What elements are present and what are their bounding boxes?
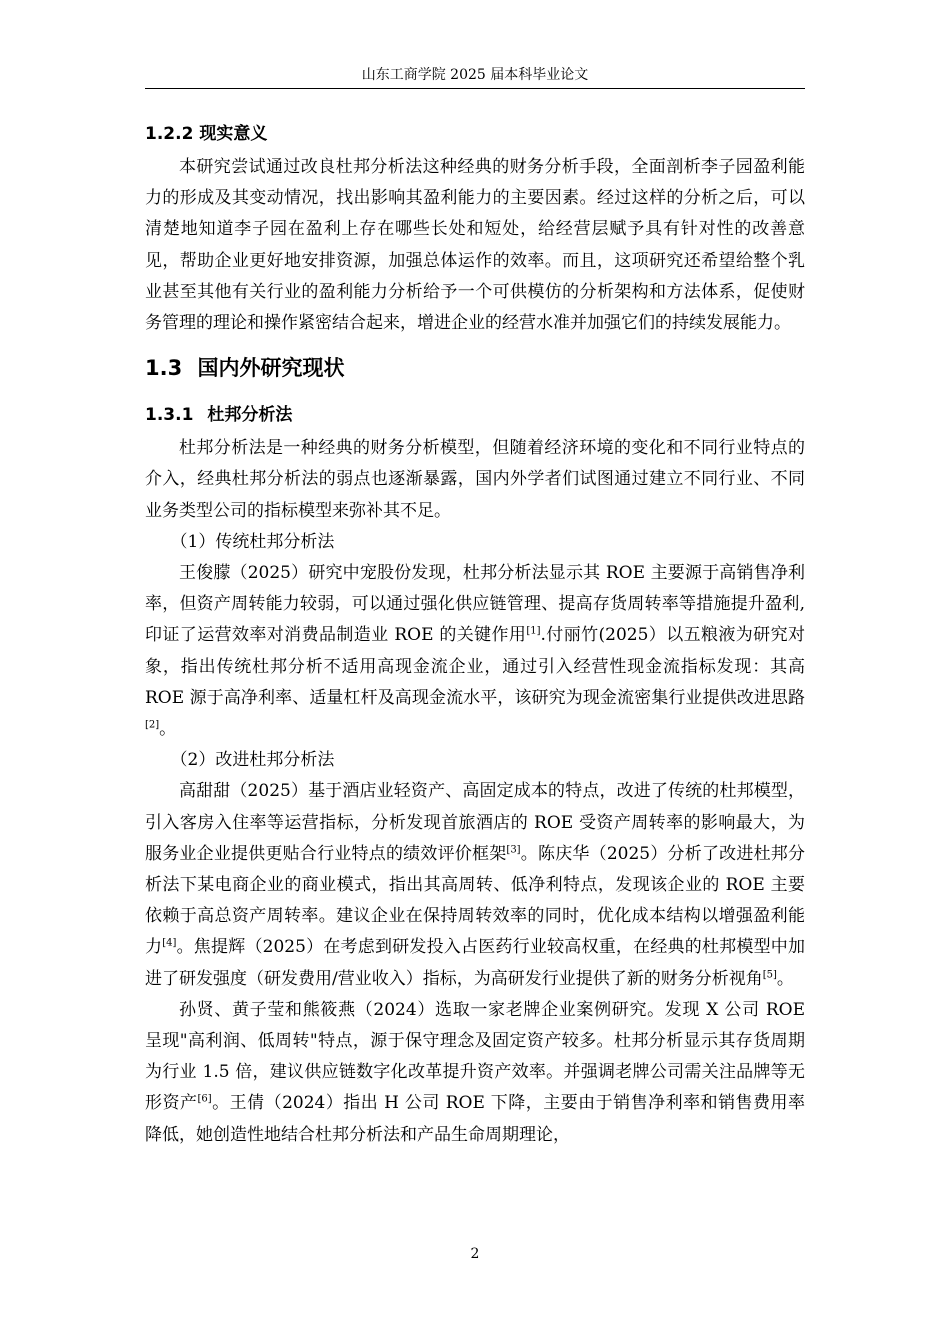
text-run: 王俊朦（2025）研究中宠股份发现，杜邦分析法显示其 ROE 主要源于高销售净利率，但资产周转能力较弱，可以通过强化供应链管理、提高存货周转率等措施提升盈利,印证了运营效率对消费品制造业 ROE 的关键作用 xyxy=(145,563,805,646)
citation-5: [5] xyxy=(762,969,777,981)
text-run: 。陈庆华（2025）分析了改进杜邦分析法下某电商企业的商业模式，指出其高周转、低净利特点，发现该企业的 ROE 主要依赖于高总资产周转率。建议企业在保持周转效率的同时，优化成本结构以增强盈利能力 xyxy=(145,843,806,958)
text-run: 。 xyxy=(159,719,177,740)
text-run: 高甜甜（2025）基于酒店业轻资产、高固定成本的特点，改进了传统的杜邦模型，引入客房入住率等运营指标，分析发现首旅酒店的 ROE 受资产周转率的影响最大，为服务业企业提供更贴合行业特点的绩效评价框架 xyxy=(145,781,805,864)
paragraph-legacy-company xyxy=(145,995,805,1151)
page-number: 2 xyxy=(470,1246,480,1262)
citation-4: [4] xyxy=(162,937,177,949)
text-run: 。焦提辉（2025）在考虑到研发投入占医药行业较高权重，在经典的杜邦模型中加进了研发强度（研发费用/营业收入）指标，为高研发行业提供了新的财务分析视角 xyxy=(145,937,806,989)
citation-1: [1] xyxy=(526,625,541,637)
heading-1-2-2 xyxy=(145,116,805,152)
heading-number: 1.2.2 xyxy=(145,124,194,144)
running-header: 山东工商学院 2025 届本科毕业论文 xyxy=(361,67,589,83)
citation-2: [2] xyxy=(145,719,160,731)
text-run: .付丽竹(2025）以五粮液为研究对象，指出传统杜邦分析不适用高现金流企业，通过引入经营性现金流指标发现：其高 ROE 源于高净利率、适量杠杆及高现金流水平，该研究为现金流密集行业提供改进思路 xyxy=(145,625,805,708)
heading-1-3 xyxy=(145,343,805,395)
heading-title: 国内外研究现状 xyxy=(197,356,345,381)
paragraph-dupont-intro: 杜邦分析法是一种经典的财务分析模型，但随着经济环境的变化和不同行业特点的介入，经典杜邦分析法的弱点也逐渐暴露，国内外学者们试图通过建立不同行业、不同业务类型公司的指标模型来弥补其不足。 xyxy=(145,438,805,521)
paragraph-practical-significance: 本研究尝试通过改良杜邦分析法这种经典的财务分析手段，全面剖析李子园盈利能力的形成及其变动情况，找出影响其盈利能力的主要因素。经过这样的分析之后，可以清楚地知道李子园在盈利上存在哪些长处和短处，给经营层赋予具有针对性的改善意见，帮助企业更好地安排资源，加强总体运作的效率。而且，这项研究还希望给整个乳业甚至其他有关行业的盈利能力分析给予一个可供模仿的分析架构和方法体系，促使财务管理的理论和操作紧密结合起来，增进企业的经营水准并加强它们的持续发展能力。 xyxy=(145,157,805,334)
paragraph-traditional-dupont xyxy=(145,558,805,745)
text-run: 。王倩（2024）指出 H 公司 ROE 下降，主要由于销售净利率和销售费用率降低，她创造性地结合杜邦分析法和产品生命周期理论， xyxy=(145,1093,806,1145)
citation-6: [6] xyxy=(197,1093,212,1105)
text-run: 。 xyxy=(776,968,794,989)
header-rule xyxy=(145,88,805,89)
page-body xyxy=(145,116,805,1151)
heading-title: 现实意义 xyxy=(199,124,268,144)
subheading-improved-dupont: （2）改进杜邦分析法 xyxy=(170,750,335,771)
citation-3: [3] xyxy=(506,844,521,856)
subheading-traditional-dupont: （1）传统杜邦分析法 xyxy=(170,531,335,552)
paragraph-improved-dupont xyxy=(145,776,805,994)
heading-number: 1.3 xyxy=(145,356,183,381)
heading-title: 杜邦分析法 xyxy=(207,405,293,426)
heading-1-3-1 xyxy=(145,397,805,433)
heading-number: 1.3.1 xyxy=(145,405,194,426)
text-run: 孙贤、黄子莹和熊筱燕（2024）选取一家老牌企业案例研究。发现 X 公司 ROE 呈现"高利润、低周转"特点，源于保守理念及固定资产较多。杜邦分析显示其存货周期为行业 1.5 倍，建议供应链数字化改革提升资产效率。并强调老牌公司需关注品牌等无形资产 xyxy=(145,999,805,1114)
